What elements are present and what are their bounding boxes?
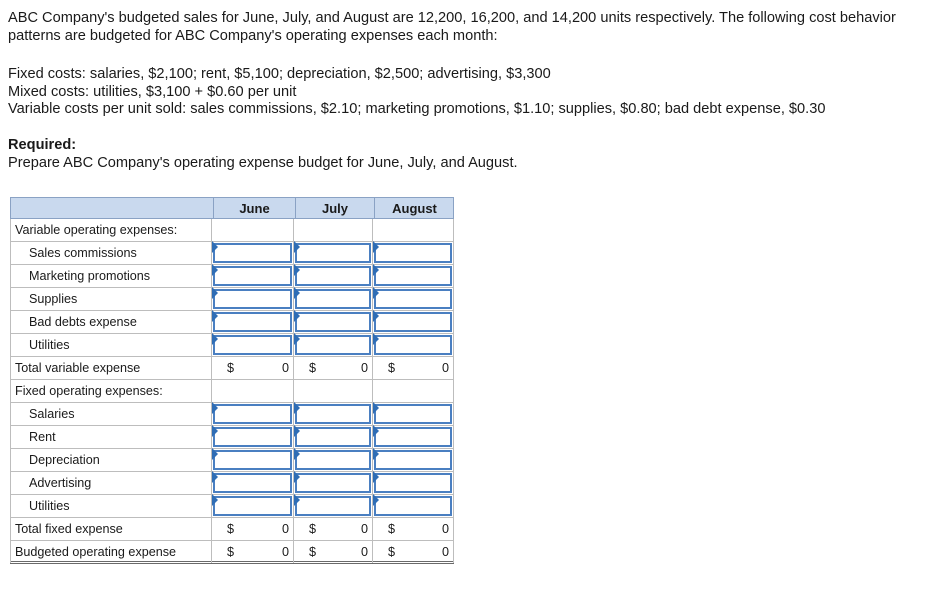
cell-marker-icon [212, 402, 218, 414]
amount-input-june[interactable] [213, 335, 292, 355]
row-label: Total variable expense [10, 357, 212, 379]
table-row-advertising [10, 472, 454, 495]
cell-marker-icon [373, 494, 379, 506]
amount-input-june[interactable] [213, 289, 292, 309]
amount-input-july[interactable] [295, 312, 371, 332]
amount-input-august[interactable] [374, 266, 452, 286]
amount-input-august[interactable] [374, 427, 452, 447]
cell-marker-icon [373, 402, 379, 414]
row-label: Advertising [10, 472, 212, 494]
row-label: Total fixed expense [10, 518, 212, 540]
cell-marker-icon [294, 425, 300, 437]
cell-june [212, 380, 294, 402]
cell-marker-icon [212, 471, 218, 483]
cell-august [373, 495, 454, 517]
cell-july [294, 403, 373, 425]
cell-june [212, 311, 294, 333]
table-row-budgeted-operating-expense [10, 541, 454, 564]
cell-marker-icon [212, 425, 218, 437]
total-value: 0 [360, 361, 368, 375]
amount-input-june[interactable] [213, 266, 292, 286]
amount-input-june[interactable] [213, 404, 292, 424]
total-value: 0 [281, 522, 289, 536]
currency-symbol: $ [388, 361, 396, 375]
cell-august [373, 541, 454, 563]
problem-intro [8, 10, 928, 45]
total-value: 0 [441, 545, 449, 559]
cell-july [294, 357, 373, 379]
cell-august [373, 449, 454, 471]
cell-july [294, 449, 373, 471]
currency-symbol: $ [227, 361, 235, 375]
cell-marker-icon [373, 264, 379, 276]
total-value: 0 [281, 361, 289, 375]
cell-july [294, 518, 373, 540]
currency-symbol: $ [309, 522, 317, 536]
row-label: Rent [10, 426, 212, 448]
amount-input-august[interactable] [374, 404, 452, 424]
amount-input-august[interactable] [374, 496, 452, 516]
row-label: Salaries [10, 403, 212, 425]
total-value: 0 [441, 522, 449, 536]
amount-input-august[interactable] [374, 289, 452, 309]
amount-input-august[interactable] [374, 473, 452, 493]
total-value: 0 [360, 522, 368, 536]
cell-august [373, 472, 454, 494]
cell-marker-icon [294, 241, 300, 253]
currency-symbol: $ [309, 545, 317, 559]
amount-input-june[interactable] [213, 427, 292, 447]
table-row-sales-commissions [10, 242, 454, 265]
cell-august [373, 288, 454, 310]
amount-input-june[interactable] [213, 496, 292, 516]
amount-input-june[interactable] [213, 243, 292, 263]
cell-june [212, 265, 294, 287]
table-row-marketing-promotions [10, 265, 454, 288]
row-label: Fixed operating expenses: [10, 380, 212, 402]
cell-marker-icon [212, 448, 218, 460]
cell-june [212, 288, 294, 310]
total-value: 0 [360, 545, 368, 559]
row-label: Marketing promotions [10, 265, 212, 287]
cell-july [294, 265, 373, 287]
cell-marker-icon [373, 333, 379, 345]
cell-june [212, 449, 294, 471]
intro-text: ABC Company's budgeted sales for June, July, and August are 12,200, 16,200, and 14,200 units respectively. The following cost behavior patterns are budgeted for ABC Company's operating expenses each month: [8, 10, 896, 44]
currency-symbol: $ [309, 361, 317, 375]
table-row-total-variable-expense [10, 357, 454, 380]
cell-july [294, 242, 373, 264]
table-row-variable-operating-expenses [10, 219, 454, 242]
amount-input-august[interactable] [374, 312, 452, 332]
cell-july [294, 472, 373, 494]
amount-input-august[interactable] [374, 450, 452, 470]
operating-expense-budget-table [10, 197, 454, 568]
cell-marker-icon [294, 310, 300, 322]
table-row-utilities [10, 334, 454, 357]
table-row-rent [10, 426, 454, 449]
cell-august [373, 357, 454, 379]
cell-august [373, 403, 454, 425]
total-value: 0 [441, 361, 449, 375]
row-label: Sales commissions [10, 242, 212, 264]
cell-july [294, 311, 373, 333]
cell-marker-icon [373, 310, 379, 322]
cell-marker-icon [294, 333, 300, 345]
amount-input-july[interactable] [295, 473, 371, 493]
cell-marker-icon [373, 287, 379, 299]
cell-june [212, 219, 294, 241]
cell-marker-icon [373, 471, 379, 483]
cost-behavior [8, 66, 825, 119]
cell-july [294, 426, 373, 448]
cell-marker-icon [373, 448, 379, 460]
amount-input-july[interactable] [295, 335, 371, 355]
cell-july [294, 219, 373, 241]
amount-input-july[interactable] [295, 243, 371, 263]
row-label: Utilities [10, 334, 212, 356]
cell-marker-icon [294, 402, 300, 414]
amount-input-july[interactable] [295, 404, 371, 424]
cell-marker-icon [294, 494, 300, 506]
cell-july [294, 541, 373, 563]
cell-marker-icon [212, 494, 218, 506]
table-row-bad-debts-expense [10, 311, 454, 334]
cell-july [294, 288, 373, 310]
cell-july [294, 334, 373, 356]
row-label: Budgeted operating expense [10, 541, 212, 563]
table-row-total-fixed-expense [10, 518, 454, 541]
cell-august [373, 380, 454, 402]
cell-august [373, 311, 454, 333]
cell-august [373, 219, 454, 241]
cell-marker-icon [294, 448, 300, 460]
table-row-depreciation [10, 449, 454, 472]
cell-marker-icon [373, 425, 379, 437]
column-header-july: July [295, 198, 374, 219]
cell-july [294, 380, 373, 402]
table-row-salaries [10, 403, 454, 426]
total-value: 0 [281, 545, 289, 559]
cell-june [212, 357, 294, 379]
cell-june [212, 242, 294, 264]
cell-june [212, 518, 294, 540]
amount-input-august[interactable] [374, 335, 452, 355]
cell-august [373, 334, 454, 356]
cell-august [373, 426, 454, 448]
cell-marker-icon [373, 241, 379, 253]
amount-input-july[interactable] [295, 427, 371, 447]
column-header-june: June [213, 198, 295, 219]
cell-june [212, 426, 294, 448]
cell-june [212, 495, 294, 517]
required-text: Prepare ABC Company's operating expense budget for June, July, and August. [8, 155, 518, 171]
fixed-costs-text: Fixed costs: salaries, $2,100; rent, $5,100; depreciation, $2,500; advertising, $3,300 [8, 66, 551, 82]
column-header-august: August [374, 198, 454, 219]
table-row-utilities [10, 495, 454, 518]
currency-symbol: $ [227, 522, 235, 536]
cell-august [373, 518, 454, 540]
cell-august [373, 242, 454, 264]
table-row-supplies [10, 288, 454, 311]
amount-input-july[interactable] [295, 496, 371, 516]
cell-marker-icon [212, 264, 218, 276]
row-label: Supplies [10, 288, 212, 310]
amount-input-july[interactable] [295, 289, 371, 309]
amount-input-june[interactable] [213, 312, 292, 332]
currency-symbol: $ [227, 545, 235, 559]
cell-marker-icon [294, 471, 300, 483]
cell-june [212, 472, 294, 494]
cell-july [294, 495, 373, 517]
table-row-fixed-operating-expenses [10, 380, 454, 403]
amount-input-june[interactable] [213, 450, 292, 470]
amount-input-august[interactable] [374, 243, 452, 263]
cell-marker-icon [294, 264, 300, 276]
cell-june [212, 541, 294, 563]
cell-marker-icon [212, 287, 218, 299]
cell-marker-icon [294, 287, 300, 299]
variable-costs-text: Variable costs per unit sold: sales commissions, $2.10; marketing promotions, $1.10; supplies, $0.80; bad debt expense, $0.30 [8, 101, 826, 117]
currency-symbol: $ [388, 522, 396, 536]
cell-marker-icon [212, 241, 218, 253]
cell-marker-icon [212, 333, 218, 345]
amount-input-july[interactable] [295, 266, 371, 286]
row-label: Utilities [10, 495, 212, 517]
cell-august [373, 265, 454, 287]
cell-june [212, 403, 294, 425]
mixed-costs-text: Mixed costs: utilities, $3,100 + $0.60 per unit [8, 83, 297, 100]
amount-input-july[interactable] [295, 450, 371, 470]
currency-symbol: $ [388, 545, 396, 559]
row-label: Variable operating expenses: [10, 219, 212, 241]
table-header [10, 197, 454, 219]
required-heading: Required: [8, 137, 77, 153]
amount-input-june[interactable] [213, 473, 292, 493]
row-label: Bad debts expense [10, 311, 212, 333]
cell-marker-icon [212, 310, 218, 322]
row-label: Depreciation [10, 449, 212, 471]
cell-june [212, 334, 294, 356]
